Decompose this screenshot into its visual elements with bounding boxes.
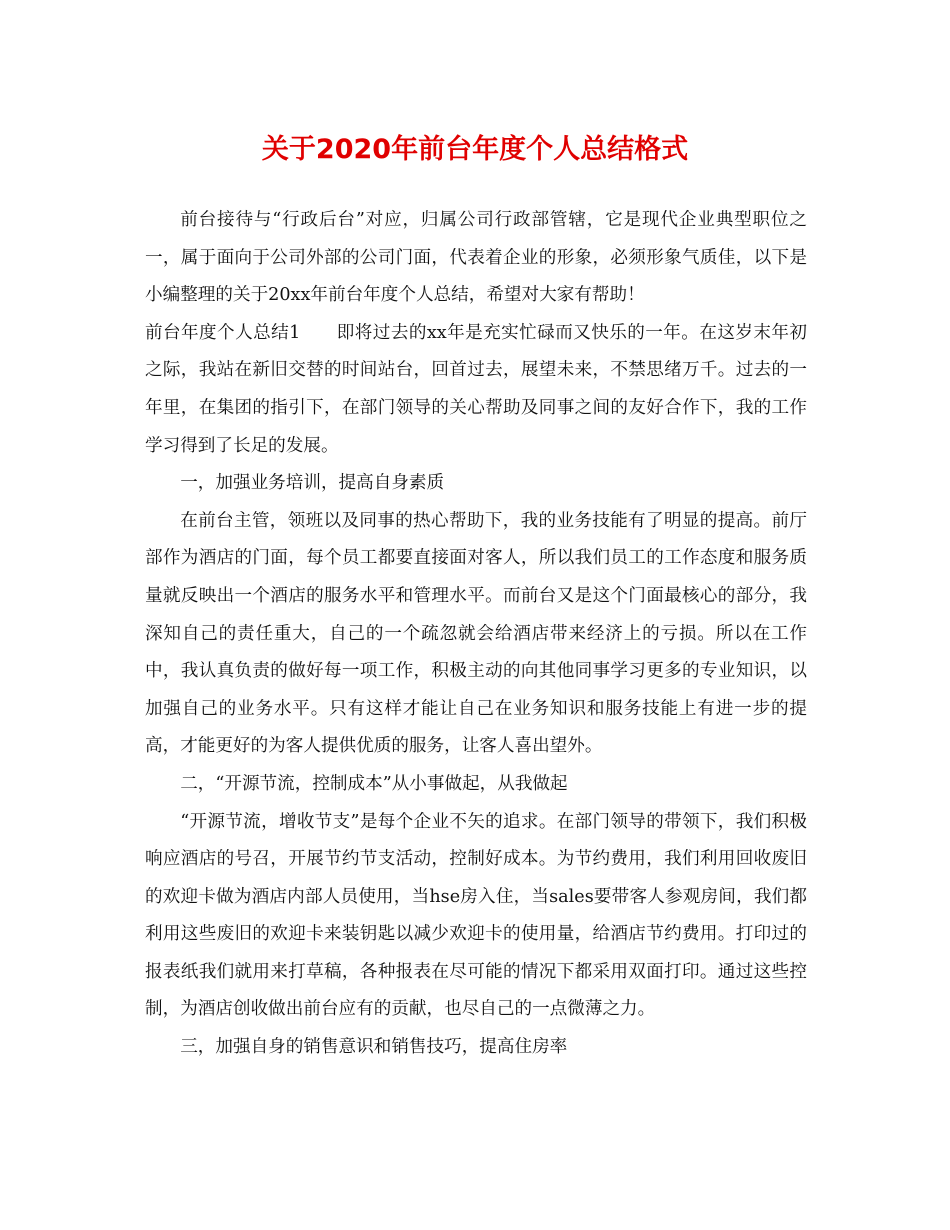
document-body <box>145 202 807 1067</box>
section-heading-3: 三，加强自身的销售意识和销售技巧，提高住房率 <box>180 1037 568 1058</box>
document-title: 关于2020年前台年度个人总结格式 <box>261 134 689 165</box>
section-heading-1: 一，加强业务培训，提高自身素质 <box>180 473 445 494</box>
section-heading-2: 二，“开源节流，控制成本”从小事做起，从我做起 <box>180 773 568 794</box>
section-2-paragraph: “开源节流，增收节支”是每个企业不矢的追求。在部门领导的带领下，我们积极响应酒店的号召，开展节约节支活动，控制好成本。为节约费用，我们利用回收废旧的欢迎卡做为酒店内部人员使用，当hse房入住，当sales要带客人参观房间，我们都利用这些废旧的欢迎卡来装钥匙以减少欢迎卡的使用量，给酒店节约费用。打印过的报表纸我们就用来打草稿，各种报表在尽可能的情况下都采用双面打印。通过这些控制，为酒店创收做出前台应有的贡献，也尽自己的一点微薄之力。 <box>145 811 807 1020</box>
summary-1-paragraph: 前台年度个人总结1 即将过去的xx年是充实忙碌而又快乐的一年。在这岁末年初之际，我站在新旧交替的时间站台，回首过去，展望未来，不禁思绪万千。过去的一年里，在集团的指引下，在部门领导的关心帮助及同事之间的友好合作下，我的工作学习得到了长足的发展。 <box>145 322 807 456</box>
section-1-paragraph: 在前台主管，领班以及同事的热心帮助下，我的业务技能有了明显的提高。前厅部作为酒店的门面，每个员工都要直接面对客人，所以我们员工的工作态度和服务质量就反映出一个酒店的服务水平和管理水平。而前台又是这个门面最核心的部分，我深知自己的责任重大，自己的一个疏忽就会给酒店带来经济上的亏损。所以在工作中，我认真负责的做好每一项工作，积极主动的向其他同事学习更多的专业知识，以加强自己的业务水平。只有这样才能让自己在业务知识和服务技能上有进一步的提高，才能更好的为客人提供优质的服务，让客人喜出望外。 <box>145 510 807 757</box>
intro-paragraph: 前台接待与“行政后台”对应，归属公司行政部管辖，它是现代企业典型职位之一，属于面向于公司外部的公司门面，代表着企业的形象，必须形象气质佳，以下是小编整理的关于20xx年前台年度个人总结，希望对大家有帮助！ <box>145 210 807 306</box>
